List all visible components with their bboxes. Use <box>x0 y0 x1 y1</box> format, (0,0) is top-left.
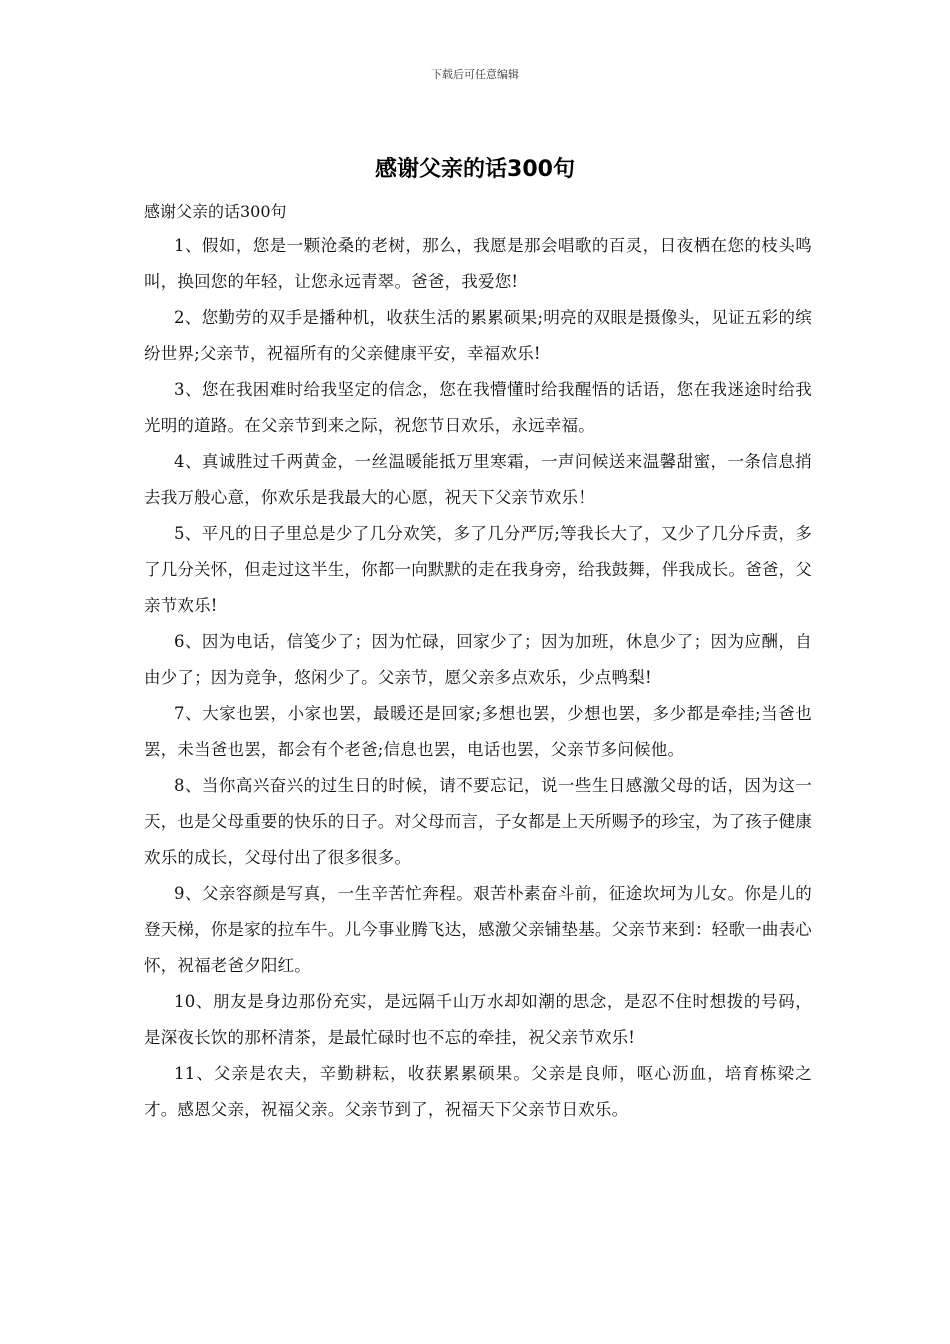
paragraph-4: 4、真诚胜过千两黄金，一丝温暖能抵万里寒霜，一声问候送来温馨甜蜜，一条信息捎去我万般心意，你欢乐是我最大的心愿，祝天下父亲节欢乐！ <box>144 452 812 507</box>
paragraph-7: 7、大家也罢，小家也罢，最暖还是回家;多想也罢，少想也罢，多少都是牵挂;当爸也罢，未当爸也罢，都会有个老爸;信息也罢，电话也罢，父亲节多问候他。 <box>144 704 812 759</box>
document-subtitle: 感谢父亲的话300句 <box>144 202 287 221</box>
paragraph-10: 10、朋友是身边那份充实，是远隔千山万水却如潮的思念，是忍不住时想拨的号码，是深夜长饮的那杯清茶，是最忙碌时也不忘的牵挂，祝父亲节欢乐! <box>144 992 812 1047</box>
paragraph-6: 6、因为电话，信笺少了；因为忙碌，回家少了；因为加班，休息少了；因为应酬，自由少了；因为竞争，悠闲少了。父亲节，愿父亲多点欢乐，少点鸭梨! <box>144 632 812 687</box>
document-title: 感谢父亲的话300句 <box>375 157 575 182</box>
paragraph-9: 9、父亲容颜是写真，一生辛苦忙奔程。艰苦朴素奋斗前，征途坎坷为儿女。你是儿的登天梯，你是家的拉车牛。儿今事业腾飞达，感激父亲铺垫基。父亲节来到：轻歌一曲表心怀，祝福老爸夕阳红。 <box>144 884 812 975</box>
paragraph-5: 5、平凡的日子里总是少了几分欢笑，多了几分严厉;等我长大了，又少了几分斥责，多了几分关怀，但走过这半生，你都一向默默的走在我身旁，给我鼓舞，伴我成长。爸爸，父亲节欢乐! <box>144 524 812 615</box>
paragraph-11: 11、父亲是农夫，辛勤耕耘，收获累累硕果。父亲是良师，呕心沥血，培育栋梁之才。感恩父亲，祝福父亲。父亲节到了，祝福天下父亲节日欢乐。 <box>144 1064 812 1119</box>
paragraph-8: 8、当你高兴奋兴的过生日的时候，请不要忘记，说一些生日感激父母的话，因为这一天，也是父母重要的快乐的日子。对父母而言，子女都是上天所赐予的珍宝，为了孩子健康欢乐的成长，父母付出了很多很多。 <box>144 776 812 867</box>
document-body <box>144 196 812 1128</box>
paragraph-3: 3、您在我困难时给我坚定的信念，您在我懵懂时给我醒悟的话语，您在我迷途时给我光明的道路。在父亲节到来之际，祝您节日欢乐，永远幸福。 <box>144 380 812 435</box>
header-note: 下载后可任意编辑 <box>431 68 519 81</box>
paragraph-2: 2、您勤劳的双手是播种机，收获生活的累累硕果;明亮的双眼是摄像头，见证五彩的缤纷世界;父亲节，祝福所有的父亲健康平安，幸福欢乐! <box>144 308 812 363</box>
paragraph-1: 1、假如，您是一颗沧桑的老树，那么，我愿是那会唱歌的百灵，日夜栖在您的枝头鸣叫，换回您的年轻，让您永远青翠。爸爸，我爱您! <box>144 236 812 291</box>
